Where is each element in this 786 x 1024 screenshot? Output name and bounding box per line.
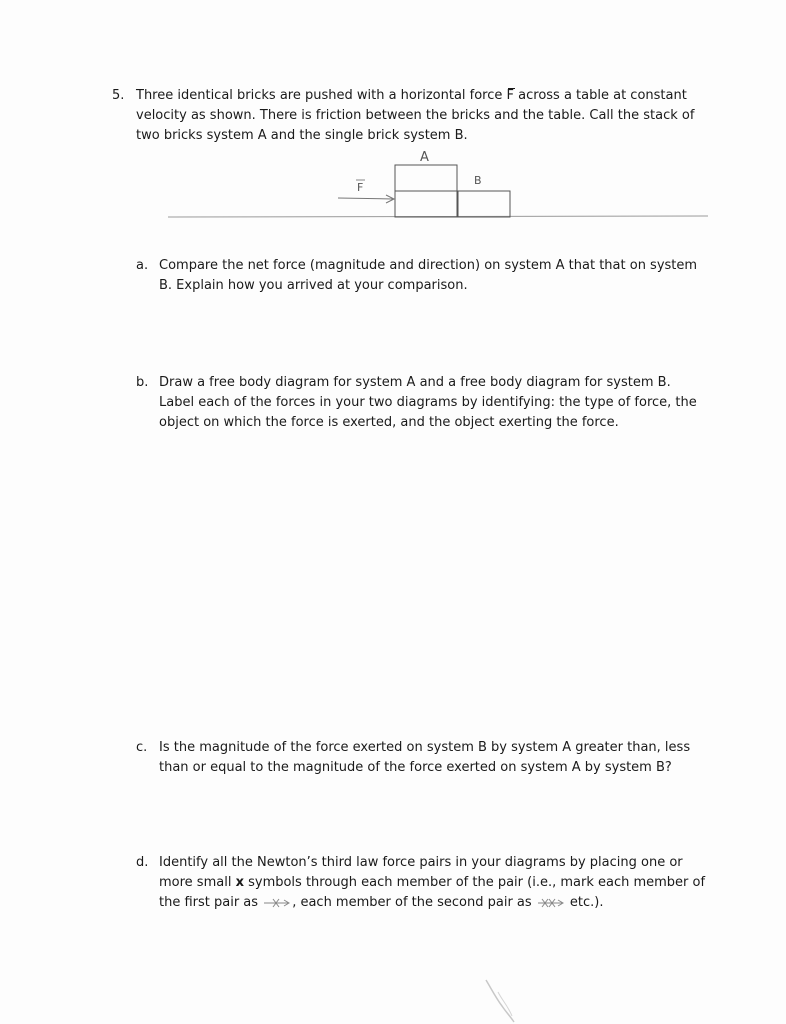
part-b-letter: b. <box>136 375 149 390</box>
force-symbol <box>507 88 514 103</box>
part-a-text: Compare the net force (magnitude and direction) on system A that that on system B. Explain how you arrived at your comparison. <box>159 258 698 293</box>
pair-mark-double-x <box>536 897 566 909</box>
part-d-text-4: etc.). <box>565 895 604 910</box>
question-number: 5. <box>112 88 125 103</box>
bricks-diagram-svg <box>160 143 720 233</box>
label-force: F <box>357 181 364 194</box>
part-b-text: Draw a free body diagram for system A and a free body diagram for system B. Label each of the forces in your two diagrams by identifying: the type of force, the object on which the force is exerted, and the object exerting the force. <box>159 375 697 430</box>
arrow-two-x-icon <box>536 897 566 909</box>
part-c-text: Is the magnitude of the force exerted on system B by system A greater than, less than or equal to the magnitude of the force exerted on system A by system B? <box>159 740 691 775</box>
brick-a-top <box>395 165 457 191</box>
part-d-text <box>159 853 706 913</box>
part-a <box>136 256 706 296</box>
scan-smudge <box>478 972 528 1024</box>
brick-b <box>458 191 510 217</box>
question-prompt <box>136 86 701 146</box>
label-system-a: A <box>420 150 429 165</box>
arrow-one-x-icon <box>262 897 292 909</box>
force-arrow-shaft <box>338 198 393 199</box>
part-c <box>136 738 706 778</box>
force-symbol-bar <box>508 88 515 89</box>
part-d-text-2: symbols through each member of the pair (i.e., mark each member of the first pair as <box>159 875 706 910</box>
part-d-text-1: Identify all the Newton’s third law force pairs in your diagrams by placing one or more small <box>159 855 683 890</box>
label-system-b: B <box>474 174 482 187</box>
bricks-diagram <box>160 143 720 233</box>
part-c-letter: c. <box>136 740 148 755</box>
brick-a-bottom <box>395 191 457 217</box>
part-d-bold-x: x <box>235 875 244 890</box>
question-text-part-1: Three identical bricks are pushed with a horizontal force <box>136 88 507 103</box>
force-symbol-letter: F <box>506 88 515 103</box>
question-text-part-2: across a table at constant velocity as shown. There is friction between the bricks and the table. Call the stack of two bricks system A and the single brick system B. <box>136 88 695 143</box>
part-d <box>136 853 706 913</box>
part-d-letter: d. <box>136 855 149 870</box>
pair-mark-single-x <box>262 897 292 909</box>
part-d-text-3: , each member of the second pair as <box>292 895 536 910</box>
part-a-letter: a. <box>136 258 149 273</box>
part-b <box>136 373 706 433</box>
